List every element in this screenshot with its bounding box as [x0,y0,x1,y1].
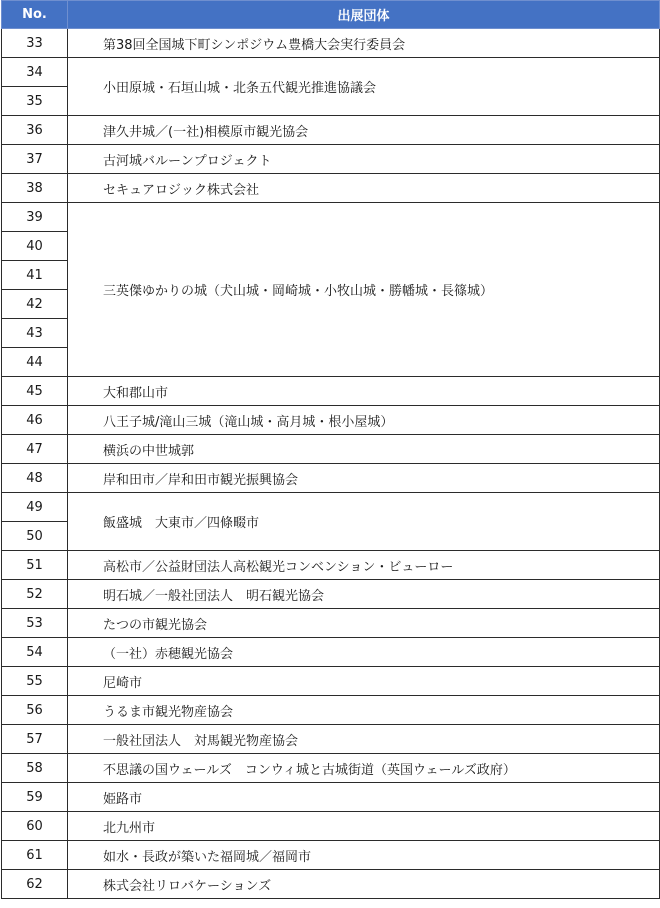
table-row [2,464,660,493]
table-row [2,174,660,203]
table-row [2,58,660,87]
exhibitor-name: 八王子城/滝山三城（滝山城・高月城・根小屋城） [68,406,660,435]
table-row [2,406,660,435]
table-row [2,203,660,232]
exhibitor-name: 北九州市 [68,812,660,841]
row-number: 51 [2,551,68,580]
exhibitor-name: 大和郡山市 [68,377,660,406]
row-number: 45 [2,377,68,406]
row-number: 47 [2,435,68,464]
exhibitor-name: 一般社団法人 対馬観光物産協会 [68,725,660,754]
row-number: 56 [2,696,68,725]
row-number: 55 [2,667,68,696]
row-number: 34 [2,58,68,87]
row-number: 57 [2,725,68,754]
header-exhibitor: 出展団体 [68,1,660,29]
exhibitor-name: 小田原城・石垣山城・北条五代観光推進協議会 [68,58,660,116]
table-row [2,812,660,841]
header-row [2,1,660,29]
row-number: 39 [2,203,68,232]
table-row [2,638,660,667]
row-number: 33 [2,29,68,58]
table-row [2,116,660,145]
table-row [2,783,660,812]
exhibitor-name: うるま市観光物産協会 [68,696,660,725]
row-number: 59 [2,783,68,812]
row-number: 35 [2,87,68,116]
table-row [2,435,660,464]
row-number: 52 [2,580,68,609]
exhibitor-name: 飯盛城 大東市／四條畷市 [68,493,660,551]
exhibitor-name: 不思議の国ウェールズ コンウィ城と古城街道（英国ウェールズ政府） [68,754,660,783]
table-row [2,377,660,406]
table-row [2,145,660,174]
row-number: 58 [2,754,68,783]
exhibitor-name: 岸和田市／岸和田市観光振興協会 [68,464,660,493]
exhibitor-name: 第38回全国城下町シンポジウム豊橋大会実行委員会 [68,29,660,58]
table-row [2,493,660,522]
table-row [2,29,660,58]
exhibitor-name: セキュアロジック株式会社 [68,174,660,203]
exhibitor-name: 三英傑ゆかりの城（犬山城・岡崎城・小牧山城・勝幡城・長篠城） [68,203,660,377]
row-number: 46 [2,406,68,435]
table-row [2,725,660,754]
row-number: 50 [2,522,68,551]
table-row [2,609,660,638]
row-number: 36 [2,116,68,145]
row-number: 54 [2,638,68,667]
exhibitor-name: たつの市観光協会 [68,609,660,638]
exhibitor-name: 尼崎市 [68,667,660,696]
table-row [2,667,660,696]
exhibitor-table [1,0,660,899]
table-row [2,551,660,580]
row-number: 49 [2,493,68,522]
exhibitor-name: 明石城／一般社団法人 明石観光協会 [68,580,660,609]
row-number: 53 [2,609,68,638]
row-number: 60 [2,812,68,841]
table-row [2,696,660,725]
row-number: 48 [2,464,68,493]
row-number: 62 [2,870,68,899]
table-row [2,580,660,609]
exhibitor-name: 姫路市 [68,783,660,812]
exhibitor-name: 津久井城／(一社)相模原市観光協会 [68,116,660,145]
table-row [2,754,660,783]
table-row [2,841,660,870]
header-no: No. [2,1,68,29]
row-number: 42 [2,290,68,319]
exhibitor-name: 株式会社リロバケーションズ [68,870,660,899]
row-number: 40 [2,232,68,261]
exhibitor-name: 古河城バルーンプロジェクト [68,145,660,174]
table-row [2,870,660,899]
exhibitor-name: 横浜の中世城郭 [68,435,660,464]
exhibitor-name: 如水・長政が築いた福岡城／福岡市 [68,841,660,870]
exhibitor-name: （一社）赤穂観光協会 [68,638,660,667]
exhibitor-name: 高松市／公益財団法人高松観光コンベンション・ビューロー [68,551,660,580]
row-number: 37 [2,145,68,174]
row-number: 43 [2,319,68,348]
row-number: 41 [2,261,68,290]
row-number: 61 [2,841,68,870]
row-number: 38 [2,174,68,203]
row-number: 44 [2,348,68,377]
